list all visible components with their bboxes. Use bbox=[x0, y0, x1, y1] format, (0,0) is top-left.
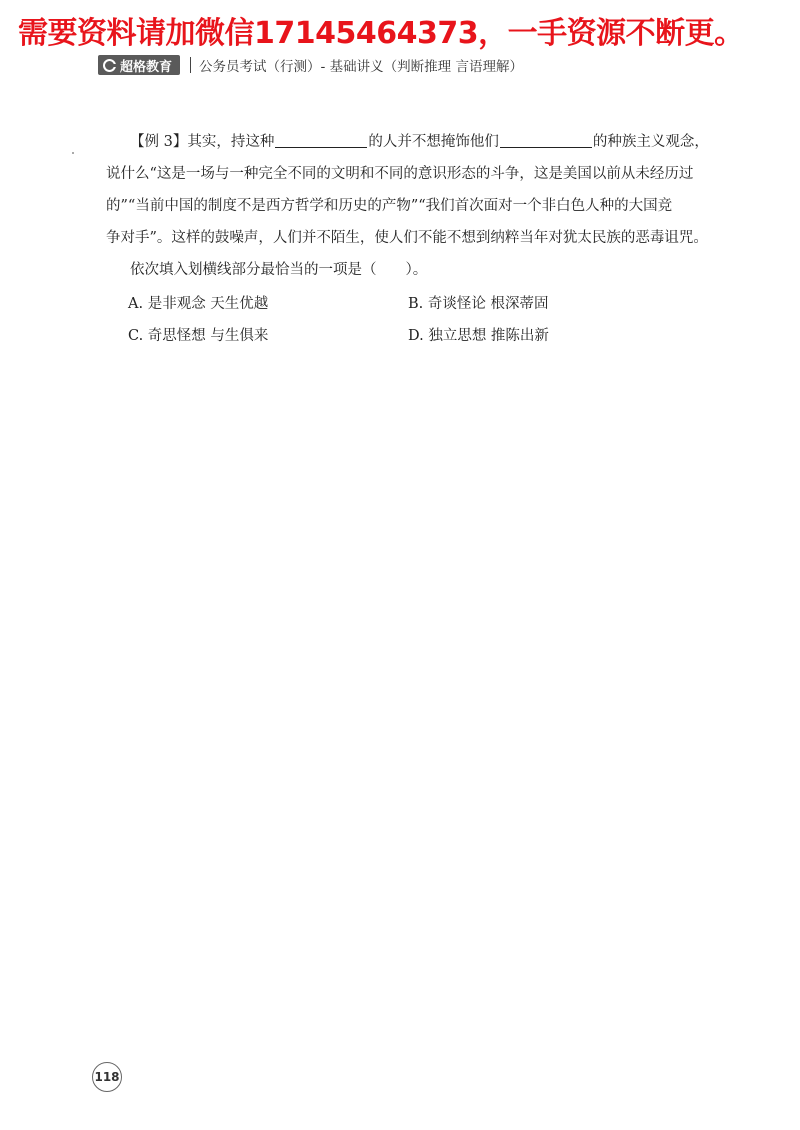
question-text-1b: 的人并不想掩饰他们 bbox=[368, 134, 499, 150]
option-row-1 bbox=[128, 288, 688, 320]
question-line-3: 的”“当前中国的制度不是西方哲学和历史的产物”“我们首次面对一个非白色人种的大国竞 bbox=[106, 198, 673, 214]
logo-text: 超格教育 bbox=[120, 59, 173, 75]
answer-options bbox=[128, 288, 688, 352]
question-text-1a: 【例 3】其实，持这种 bbox=[130, 134, 275, 150]
question-text-1c: 的种族主义观念， bbox=[592, 134, 709, 150]
question-block bbox=[106, 126, 746, 286]
question-line-1 bbox=[106, 126, 746, 158]
question-line-4: 争对手”。这样的鼓噪声，人们并不陌生，使人们不能不想到纳粹当年对犹太民族的恶毒诅咒。 bbox=[106, 230, 708, 246]
question-prompt: 依次填入划横线部分最恰当的一项是（ ）。 bbox=[130, 262, 428, 278]
page-header bbox=[98, 54, 523, 76]
logo-icon bbox=[103, 59, 116, 72]
page-number: 118 bbox=[92, 1062, 122, 1092]
option-c: C. 奇思怪想 与生俱来 bbox=[128, 328, 269, 344]
scan-speck bbox=[72, 152, 74, 154]
watermark-text: 需要资料请加微信17145464373，一手资源不断更。 bbox=[18, 16, 744, 51]
question-line-2: 说什么“这是一场与一种完全不同的文明和不同的意识形态的斗争，这是美国以前从未经历过 bbox=[106, 166, 694, 182]
header-title: 公务员考试（行测）- 基础讲义（判断推理 言语理解） bbox=[199, 59, 523, 75]
option-b: B. 奇谈怪论 根深蒂固 bbox=[408, 296, 549, 312]
fill-blank-2 bbox=[500, 131, 592, 148]
header-divider bbox=[190, 57, 191, 73]
fill-blank-1 bbox=[275, 131, 367, 148]
option-row-2 bbox=[128, 320, 688, 352]
option-a: A. 是非观念 天生优越 bbox=[128, 296, 269, 312]
option-d: D. 独立思想 推陈出新 bbox=[408, 328, 549, 344]
logo bbox=[98, 55, 180, 75]
